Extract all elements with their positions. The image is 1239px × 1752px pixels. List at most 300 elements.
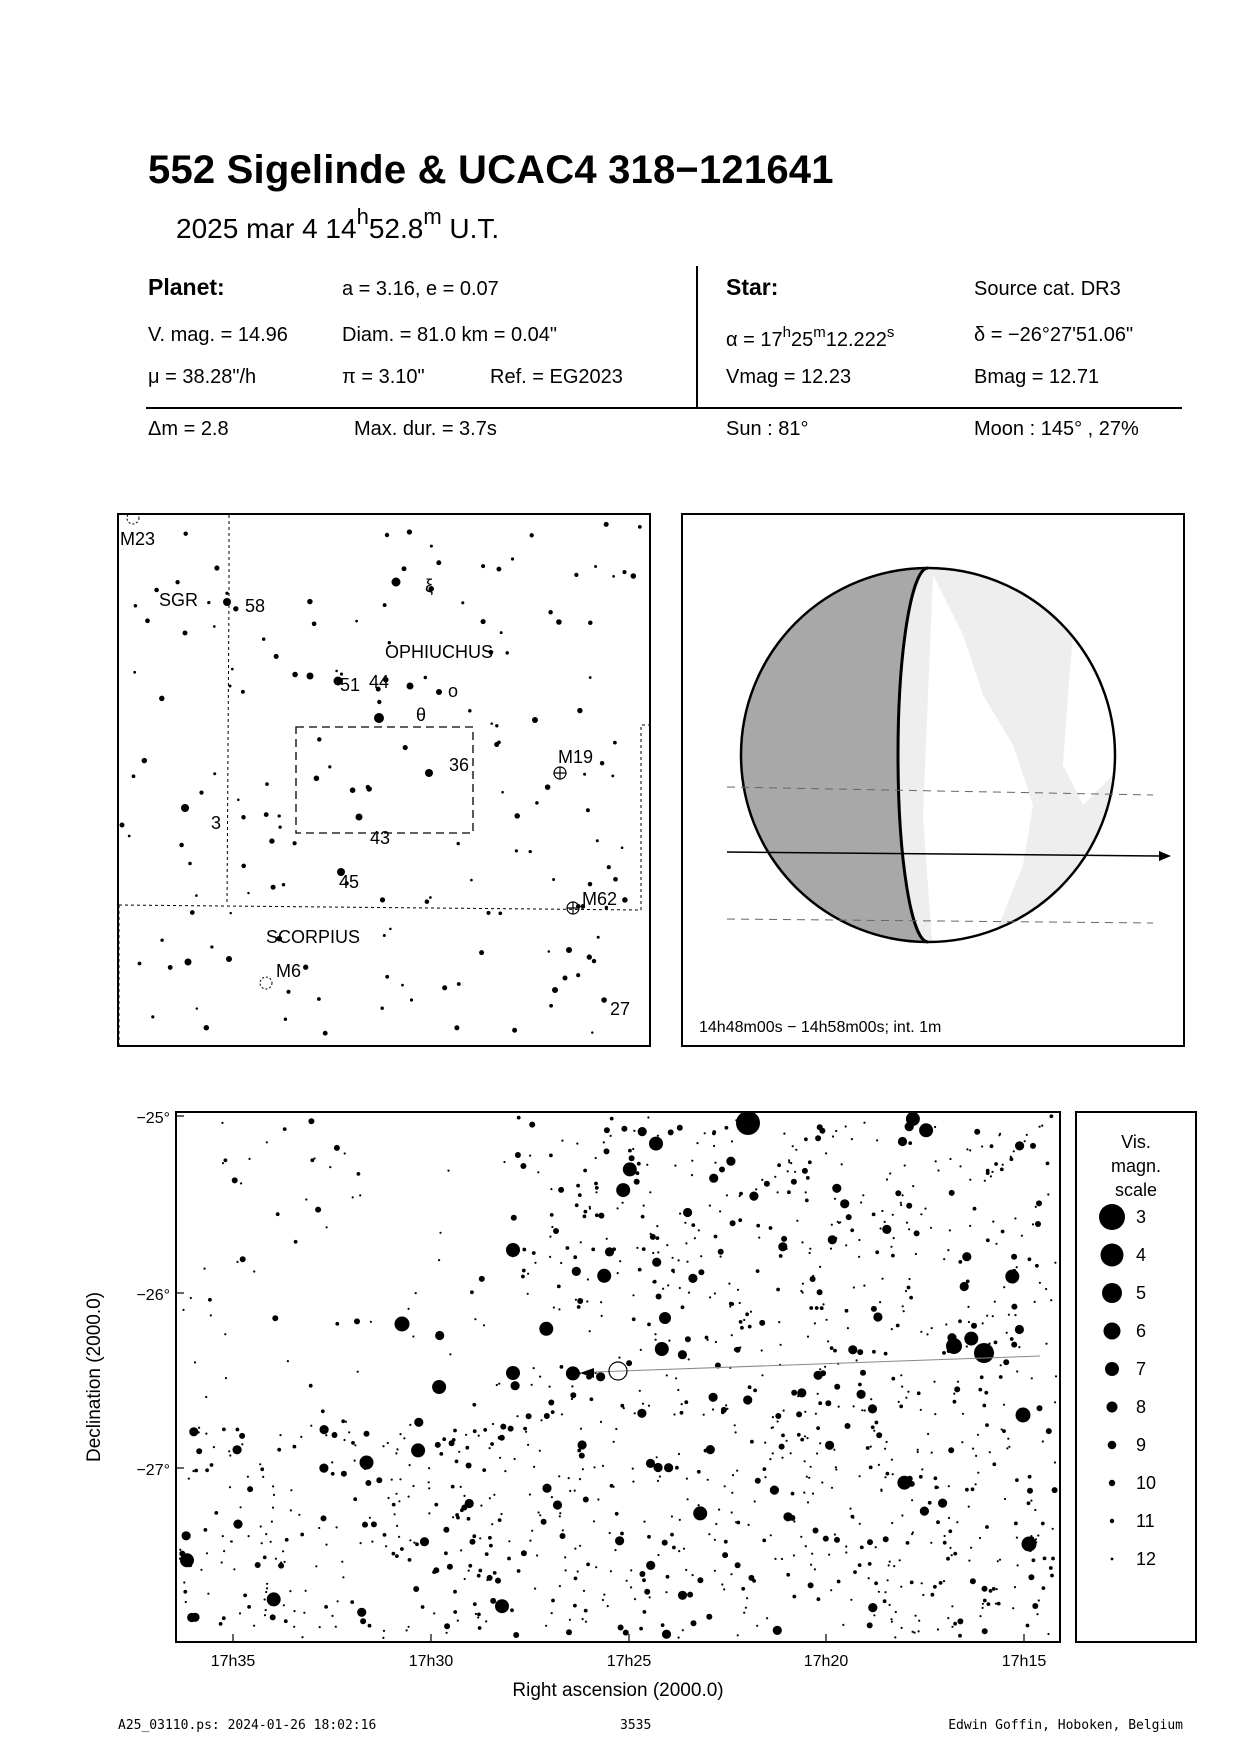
detail-star	[646, 1561, 655, 1570]
detail-star	[698, 1504, 700, 1506]
detail-star	[985, 1525, 989, 1529]
detail-star	[819, 1442, 821, 1444]
detail-star	[979, 1615, 981, 1617]
finder-star	[613, 741, 617, 745]
detail-star	[595, 1191, 597, 1193]
detail-star	[802, 1168, 808, 1174]
detail-star	[266, 1587, 268, 1589]
label-27: 27	[610, 999, 631, 1019]
detail-star	[778, 1242, 787, 1251]
detail-star	[966, 1345, 968, 1347]
detail-star	[724, 1540, 728, 1544]
detail-star	[1037, 1534, 1039, 1536]
detail-star	[618, 1625, 624, 1631]
detail-star	[996, 1588, 998, 1590]
mag-scale-label: 9	[1136, 1435, 1147, 1455]
dec-tick-26: −26°	[136, 1287, 170, 1304]
detail-star	[516, 1415, 518, 1417]
detail-star	[272, 1507, 274, 1509]
detail-star	[943, 1541, 947, 1545]
detail-star	[681, 1305, 685, 1309]
detail-star	[248, 1535, 250, 1537]
detail-star	[637, 1409, 646, 1418]
detail-star	[284, 1561, 286, 1563]
detail-star	[321, 1515, 327, 1521]
table-divider	[696, 266, 698, 407]
detail-star	[671, 1269, 675, 1273]
detail-star	[908, 1278, 910, 1280]
detail-star	[920, 1507, 929, 1516]
detail-star	[403, 1437, 405, 1439]
detail-star	[761, 1374, 763, 1376]
detail-star	[496, 1384, 498, 1386]
finder-bright-star	[183, 631, 188, 636]
finder-star	[323, 1031, 328, 1036]
detail-star	[934, 1476, 938, 1480]
detail-star	[613, 1486, 615, 1488]
detail-star	[891, 1377, 895, 1381]
finder-star	[402, 566, 407, 571]
detail-star	[826, 1319, 828, 1321]
detail-star	[805, 1199, 809, 1203]
detail-star	[1042, 1586, 1046, 1590]
ra-min: 25	[790, 329, 814, 351]
detail-star	[688, 1358, 690, 1360]
finder-star	[591, 1031, 593, 1033]
detail-star	[730, 1573, 732, 1575]
finder-star	[328, 765, 331, 768]
detail-star	[1001, 1230, 1005, 1234]
detail-star	[766, 1617, 768, 1619]
detail-star	[265, 1591, 267, 1593]
detail-star	[790, 1452, 792, 1454]
detail-star	[572, 1267, 581, 1276]
detail-star	[975, 1483, 977, 1485]
detail-star	[674, 1165, 676, 1167]
detail-star	[536, 1554, 538, 1556]
detail-star	[980, 1375, 984, 1379]
finder-star	[225, 592, 228, 595]
detail-star	[1035, 1264, 1039, 1268]
detail-star	[395, 1493, 397, 1495]
detail-star	[549, 1154, 553, 1158]
finder-star	[481, 619, 486, 624]
detail-star	[398, 1500, 400, 1502]
detail-star	[515, 1152, 521, 1158]
finder-star	[385, 975, 389, 979]
detail-star	[790, 1162, 792, 1164]
detail-star	[813, 1528, 819, 1534]
detail-star	[883, 1599, 887, 1603]
detail-star	[781, 1558, 783, 1560]
detail-star	[392, 1552, 396, 1556]
finder-bright-star	[532, 717, 538, 723]
finder-star	[355, 620, 358, 623]
label-43: 43	[370, 828, 391, 848]
finder-star	[461, 601, 464, 604]
detail-star	[309, 1384, 313, 1388]
label-xi: ξ	[425, 576, 434, 596]
detail-star	[315, 1565, 317, 1567]
detail-star	[845, 1309, 849, 1313]
footer-number: 3535	[620, 1718, 652, 1733]
detail-star	[901, 1514, 903, 1516]
detail-star	[756, 1224, 760, 1228]
detail-star	[595, 1186, 599, 1190]
detail-star	[684, 1213, 686, 1215]
planet-reference: Ref. = EG2023	[490, 366, 623, 388]
detail-star	[889, 1561, 891, 1563]
detail-star	[960, 1282, 969, 1291]
detail-star	[698, 1229, 700, 1231]
m19-globular-icon	[554, 767, 566, 779]
detail-star	[1018, 1346, 1020, 1348]
detail-star	[369, 1517, 371, 1519]
detail-star	[632, 1317, 636, 1321]
finder-star	[204, 1025, 210, 1031]
detail-star	[890, 1246, 892, 1248]
detail-star	[584, 1210, 588, 1214]
detail-star	[939, 1581, 943, 1585]
finder-cluster-symbols	[127, 515, 579, 989]
detail-star	[831, 1487, 833, 1489]
detail-star	[439, 1232, 441, 1234]
detail-star	[573, 1255, 577, 1259]
detail-star	[341, 1419, 345, 1423]
detail-star	[600, 1421, 602, 1423]
detail-star	[409, 1464, 411, 1466]
detail-star	[629, 1155, 635, 1161]
finder-star	[335, 670, 338, 673]
planet-diameter: Diam. = 81.0 km = 0.04"	[342, 324, 557, 346]
finder-star	[350, 787, 356, 793]
detail-star	[595, 1157, 597, 1159]
detail-star	[875, 1421, 879, 1425]
detail-star	[517, 1569, 521, 1573]
footer-author: Edwin Goffin, Hoboken, Belgium	[948, 1718, 1183, 1733]
label-scorpius: SCORPIUS	[266, 927, 361, 947]
finder-star	[151, 1015, 154, 1018]
detail-star	[684, 1400, 688, 1404]
finder-star	[188, 862, 192, 866]
mag-scale-label: 11	[1136, 1511, 1155, 1531]
detail-star	[458, 1451, 460, 1453]
detail-star	[850, 1228, 854, 1232]
detail-star	[895, 1190, 901, 1196]
detail-star	[715, 1341, 717, 1343]
detail-star	[1054, 1401, 1056, 1403]
detail-star	[970, 1578, 976, 1584]
finder-bright-star	[392, 578, 401, 587]
detail-star	[560, 1262, 562, 1264]
detail-star	[617, 1272, 619, 1274]
detail-star	[1052, 1487, 1058, 1493]
detail-star	[582, 1468, 584, 1470]
finder-star	[500, 631, 503, 634]
detail-star	[352, 1196, 354, 1198]
detail-star	[456, 1516, 460, 1520]
detail-star	[213, 1446, 215, 1448]
detail-star	[858, 1383, 862, 1387]
detail-star	[922, 1594, 924, 1596]
detail-star	[1015, 1478, 1019, 1482]
detail-star	[541, 1519, 547, 1525]
detail-star	[574, 1577, 578, 1581]
detail-star	[698, 1269, 704, 1275]
detail-star	[853, 1405, 855, 1407]
detail-star	[971, 1338, 973, 1340]
detail-star	[603, 1141, 605, 1143]
mag-scale-dot	[1111, 1558, 1114, 1561]
detail-star	[655, 1142, 657, 1144]
detail-star	[382, 1637, 384, 1639]
finder-star	[514, 813, 520, 819]
detail-star	[828, 1554, 830, 1556]
detail-star	[468, 1564, 472, 1568]
detail-star	[264, 1598, 266, 1600]
detail-star	[287, 1360, 289, 1362]
detail-star	[570, 1392, 576, 1398]
detail-star	[749, 1192, 758, 1201]
detail-star	[260, 1525, 262, 1527]
detail-star	[253, 1270, 255, 1272]
shadow-direction-arrow	[1159, 851, 1171, 861]
detail-star	[1014, 1217, 1016, 1219]
detail-star	[688, 1274, 697, 1283]
label-36: 36	[449, 755, 470, 775]
detail-star	[473, 1429, 477, 1433]
detail-star	[593, 1520, 595, 1522]
detail-star	[301, 1636, 303, 1638]
detail-star	[360, 1618, 366, 1624]
detail-star	[511, 1381, 520, 1390]
detail-star	[544, 1413, 550, 1419]
detail-star	[275, 1558, 277, 1560]
finder-bright-star	[223, 598, 231, 606]
detail-star	[845, 1125, 847, 1127]
detail-star	[753, 1389, 757, 1393]
detail-star	[683, 1208, 692, 1217]
ra-tick-1725: 17h25	[606, 1653, 652, 1670]
detail-star	[845, 1545, 847, 1547]
detail-star	[691, 1620, 697, 1626]
detail-star	[632, 1481, 634, 1483]
detail-star	[907, 1391, 909, 1393]
detail-star	[657, 1554, 659, 1556]
detail-star	[661, 1623, 665, 1627]
detail-star	[182, 1309, 184, 1311]
detail-star	[875, 1250, 879, 1254]
dec-tick-25: −25°	[136, 1110, 170, 1127]
label-theta: θ	[416, 705, 427, 725]
detail-bright-star	[506, 1366, 520, 1380]
detail-star	[607, 1605, 609, 1607]
detail-star	[697, 1470, 701, 1474]
footer-file-info: A25_03110.ps: 2024-01-26 18:02:16	[118, 1718, 377, 1733]
detail-star	[937, 1628, 939, 1630]
detail-star	[890, 1618, 892, 1620]
detail-star	[498, 1518, 502, 1522]
detail-star	[1041, 1522, 1045, 1526]
finder-star	[407, 529, 412, 534]
detail-star	[861, 1409, 863, 1411]
detail-star	[1050, 1114, 1054, 1118]
detail-star	[995, 1243, 997, 1245]
detail-star	[1016, 1266, 1018, 1268]
ra-tick-1715: 17h15	[1001, 1653, 1047, 1670]
detail-star	[1026, 1624, 1030, 1628]
detail-star	[886, 1472, 890, 1476]
detail-star	[685, 1336, 691, 1342]
detail-star	[549, 1236, 551, 1238]
detail-star	[325, 1434, 327, 1436]
detail-star	[1047, 1633, 1049, 1635]
finder-star	[545, 784, 551, 790]
detail-star	[933, 1585, 937, 1589]
detail-star	[918, 1620, 920, 1622]
detail-star	[875, 1546, 877, 1548]
detail-star	[578, 1440, 587, 1449]
detail-star	[335, 1322, 339, 1326]
detail-star	[644, 1589, 650, 1595]
detail-star	[354, 1444, 356, 1446]
detail-star	[781, 1236, 787, 1242]
detail-star	[666, 1244, 668, 1246]
detail-star	[485, 1620, 487, 1622]
detail-star	[815, 1135, 821, 1141]
detail-star	[353, 1497, 357, 1501]
detail-star	[734, 1424, 736, 1426]
finder-star	[389, 928, 392, 931]
detail-star	[638, 1268, 642, 1272]
detail-star	[986, 1315, 988, 1317]
detail-star	[999, 1133, 1001, 1135]
detail-star	[978, 1388, 982, 1392]
detail-star	[917, 1451, 919, 1453]
detail-star	[1026, 1134, 1028, 1136]
detail-star	[241, 1443, 243, 1445]
detail-star	[532, 1251, 536, 1255]
detail-star	[315, 1207, 321, 1213]
detail-bright-star	[506, 1243, 520, 1257]
detail-star	[615, 1536, 624, 1545]
mag-scale-title-line3: scale	[1114, 1180, 1158, 1200]
page-title: 552 Sigelinde & UCAC4 318−121641	[148, 148, 834, 192]
detail-star	[769, 1226, 773, 1230]
detail-star	[906, 1541, 910, 1545]
ra-tick-1735: 17h35	[210, 1653, 256, 1670]
detail-star	[1036, 1200, 1042, 1206]
finder-chart-panel	[117, 513, 651, 1047]
detail-star	[577, 1570, 579, 1572]
detail-star	[915, 1615, 917, 1617]
detail-star	[685, 1242, 687, 1244]
detail-star	[298, 1514, 300, 1516]
detail-star	[360, 1542, 362, 1544]
detail-star	[678, 1591, 687, 1600]
detail-star	[719, 1210, 721, 1212]
finder-star	[490, 722, 493, 725]
label-58: 58	[245, 596, 266, 616]
detail-star	[647, 1535, 651, 1539]
label-44: 44	[369, 672, 390, 692]
detail-star	[725, 1126, 729, 1130]
detail-star	[712, 1408, 714, 1410]
finder-star	[604, 522, 609, 527]
detail-star	[764, 1476, 766, 1478]
detail-star	[283, 1127, 287, 1131]
detail-star	[595, 1566, 597, 1568]
detail-star	[451, 1485, 455, 1489]
detail-star	[383, 1533, 387, 1537]
detail-star	[962, 1252, 971, 1261]
finder-star	[377, 700, 381, 704]
detail-star	[871, 1306, 877, 1312]
detail-star	[406, 1629, 408, 1631]
label-51: 51	[340, 675, 361, 695]
detail-star	[284, 1619, 288, 1623]
detail-star	[634, 1412, 636, 1414]
planet-orbit: a = 3.16, e = 0.07	[342, 278, 499, 300]
detail-star	[1000, 1364, 1002, 1366]
detail-star	[279, 1434, 281, 1436]
detail-star	[447, 1170, 449, 1172]
finder-star	[596, 839, 599, 842]
finder-star	[229, 912, 231, 914]
detail-star	[507, 1557, 511, 1561]
detail-star	[888, 1564, 890, 1566]
detail-star	[846, 1214, 852, 1220]
detail-star	[575, 1203, 579, 1207]
detail-star	[926, 1333, 928, 1335]
detail-star	[678, 1350, 687, 1359]
detail-star	[756, 1269, 760, 1273]
detail-star	[937, 1169, 939, 1171]
detail-star	[795, 1149, 797, 1151]
detail-star	[775, 1413, 781, 1419]
detail-star	[806, 1176, 810, 1180]
detail-star	[868, 1562, 872, 1566]
detail-star	[714, 1570, 716, 1572]
detail-star	[559, 1515, 561, 1517]
detail-star	[942, 1351, 946, 1355]
detail-star	[746, 1597, 748, 1599]
detail-star	[977, 1472, 979, 1474]
detail-star	[871, 1425, 875, 1429]
detail-star	[399, 1478, 401, 1480]
mag-scale-title-line2: magn.	[1110, 1156, 1162, 1176]
detail-star	[815, 1413, 817, 1415]
detail-star	[893, 1565, 895, 1567]
finder-star	[262, 637, 266, 641]
detail-star	[394, 1513, 396, 1515]
detail-star	[999, 1375, 1003, 1379]
detail-star	[1030, 1143, 1036, 1149]
detail-star	[408, 1626, 410, 1628]
detail-star	[396, 1525, 398, 1527]
detail-star	[283, 1604, 285, 1606]
detail-star	[539, 1450, 541, 1452]
finder-star	[317, 737, 321, 741]
detail-star	[565, 1569, 567, 1571]
detail-star	[1006, 1332, 1008, 1334]
detail-star	[214, 1511, 218, 1515]
detail-star	[971, 1487, 975, 1491]
detail-star	[1050, 1574, 1054, 1578]
detail-star	[540, 1419, 542, 1421]
detail-star	[553, 1306, 555, 1308]
detail-star	[613, 1441, 615, 1443]
